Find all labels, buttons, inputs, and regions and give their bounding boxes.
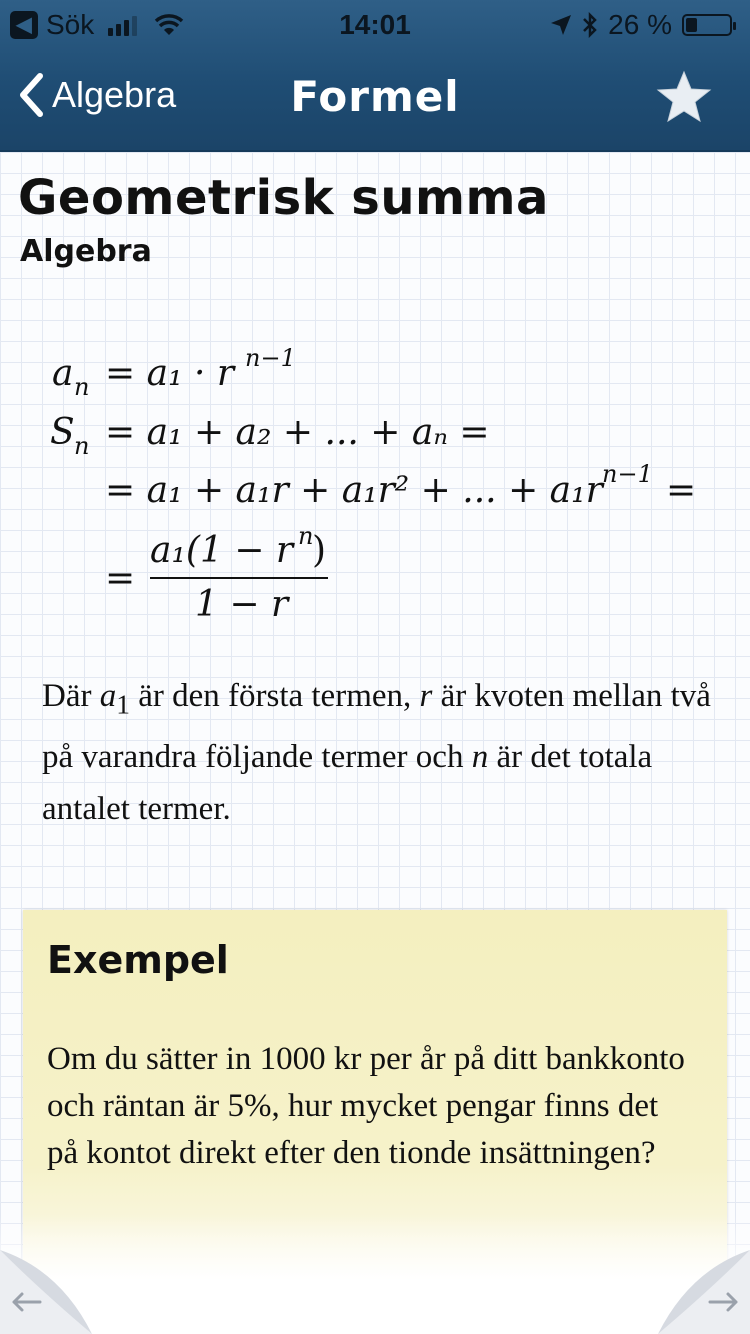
formula-line2-lhs-sub: n [74,432,90,460]
star-icon[interactable] [656,70,712,124]
nav-title: Formel [290,72,460,121]
formula-line1-rhs: = a₁ · r [105,353,235,394]
status-bar [0,0,750,50]
back-to-app-label[interactable]: Sök [46,9,95,40]
var-a: a [99,678,117,714]
example-text: Om du sätter in 1000 kr per år på ditt bankkonto och räntan är 5%, hur mycket pengar finns det på kontot direkt efter den tionde insättningen? [47,1041,685,1171]
formula-category: Algebra [20,234,152,269]
var-n: n [471,738,489,775]
battery-percent: 26 % [608,9,672,40]
formula-denominator: 1 − r [195,584,289,625]
formula-numerator-exp: n [298,522,314,550]
top-bar [0,0,750,152]
var-a-sub: 1 [116,688,130,720]
formula-line3: = a₁ + a₁r + a₁r² + ... + a₁r [105,470,603,511]
formula-description: Där $a_1$ är den första termen, r är kvoten mellan två på varandra följande termer och n är det totala antalet termer. [42,678,711,827]
next-page-curl[interactable] [650,1250,750,1334]
back-to-app-icon[interactable]: ◀ [10,11,38,39]
formula-numerator: a₁(1 − r [150,530,294,571]
status-time: 14:01 [339,9,411,40]
back-button-label: Algebra [52,74,177,115]
formula-line2-lhs: S [50,412,75,453]
formula-line1-lhs: a [52,353,74,394]
bottom-fade [0,1215,750,1334]
formula-title: Geometrisk summa [18,170,549,226]
bluetooth-icon [582,12,598,38]
formula-line1-lhs-sub: n [74,373,90,401]
example-title: Exempel [47,938,229,982]
previous-page-curl[interactable] [0,1250,100,1334]
formula-line2-rhs: = a₁ + a₂ + ... + aₙ = [105,412,490,453]
formula-line1-exp: n−1 [245,344,296,372]
location-icon [550,14,572,36]
var-r: r [419,678,433,714]
battery-icon [682,14,732,36]
formula-numerator-end: ) [312,530,327,571]
formula-line4-eq: = [105,558,136,599]
formula-line3-end: = [666,470,697,511]
formula-line3-exp: n−1 [602,460,653,488]
navigation-bar [0,50,750,150]
